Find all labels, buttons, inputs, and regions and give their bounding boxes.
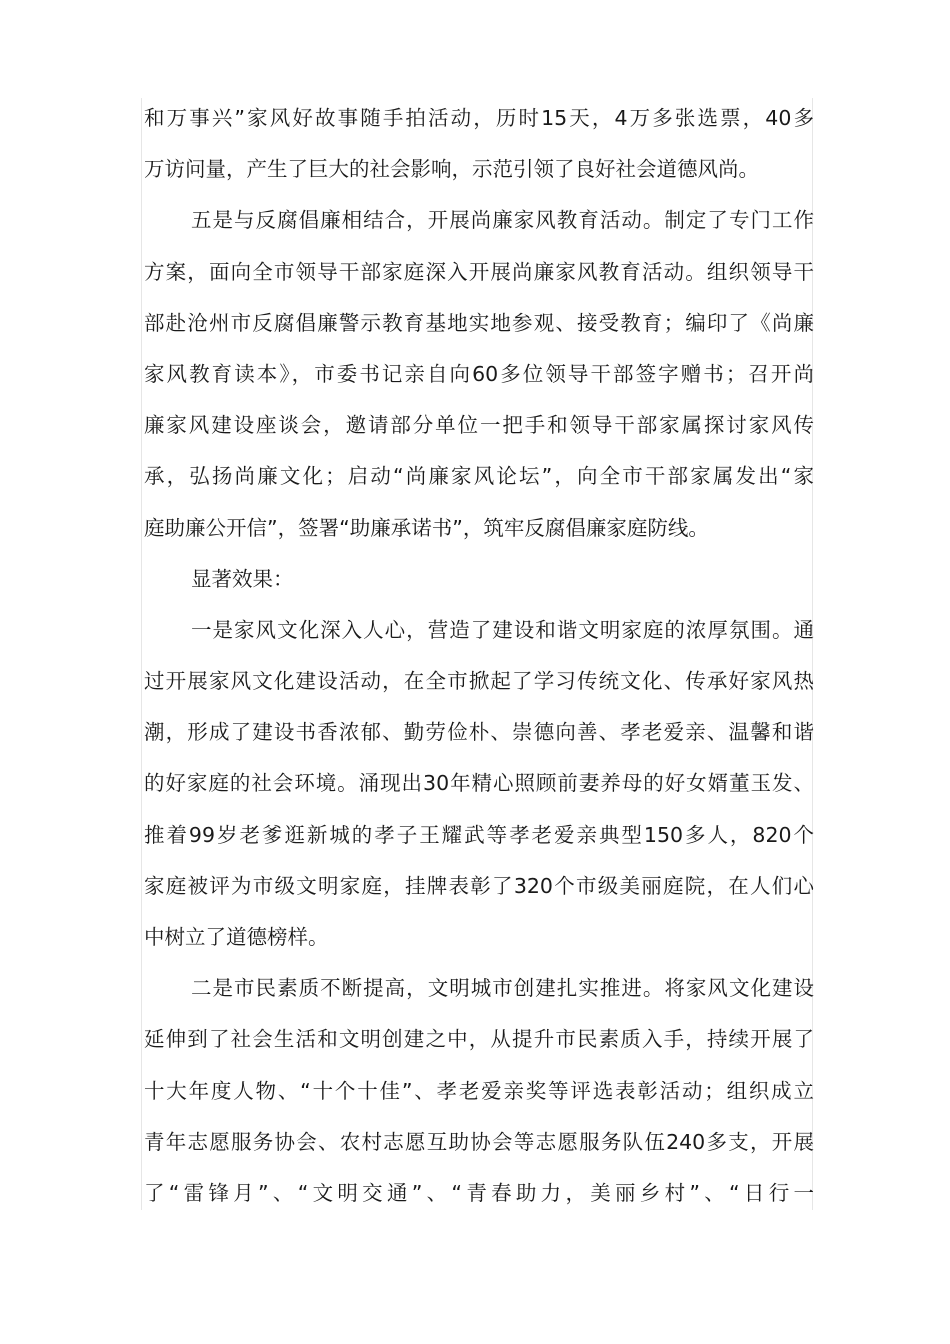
text-line: 五是与反腐倡廉相结合，开展尚廉家风教育活动。制定了专门工作 [191, 208, 814, 233]
text-line: 承，弘扬尚廉文化；启动“尚廉家风论坛”，向全市干部家属发出“家 [144, 464, 815, 489]
text-line: 青年志愿服务协会、农村志愿互助协会等志愿服务队伍240多支，开展 [144, 1129, 814, 1154]
text-line: 过开展家风文化建设活动，在全市掀起了学习传统文化、传承好家风热 [144, 669, 814, 694]
text-line: 廉家风建设座谈会，邀请部分单位一把手和领导干部家属探讨家风传 [144, 413, 814, 438]
text-line: 方案，面向全市领导干部家庭深入开展尚廉家风教育活动。组织领导干 [144, 259, 814, 284]
text-line: 中树立了道德榜样。 [144, 925, 329, 949]
text-line: 万访问量，产生了巨大的社会影响，示范引领了良好社会道德风尚。 [144, 157, 759, 182]
text-line: 了“雷锋月”、“文明交通”、“青春助力，美丽乡村”、“日行一 [144, 1180, 814, 1205]
text-line: 家风教育读本》，市委书记亲自向60多位领导干部签字赠书；召开尚 [144, 361, 814, 386]
body-text [144, 93, 814, 1219]
text-line: 和万事兴”家风好故事随手拍活动，历时15天，4万多张选票，40多 [144, 106, 814, 130]
text-line: 延伸到了社会生活和文明创建之中，从提升市民素质入手，持续开展了 [144, 1027, 814, 1052]
text-line: 十大年度人物、“十个十佳”、孝老爱亲奖等评选表彰活动；组织成立 [144, 1078, 814, 1103]
section-heading: 显著效果： [191, 566, 294, 591]
text-line: 推着99岁老爹逛新城的孝子王耀武等孝老爱亲典型150多人，820个 [144, 822, 814, 847]
text-line: 部赴沧州市反腐倡廉警示教育基地实地参观、接受教育；编印了《尚廉 [144, 310, 814, 335]
text-line: 家庭被评为市级文明家庭，挂牌表彰了320个市级美丽庭院，在人们心 [144, 873, 814, 898]
text-line: 二是市民素质不断提高，文明城市创建扎实推进。将家风文化建设 [191, 976, 814, 1001]
text-line: 庭助廉公开信”，签署“助廉承诺书”，筑牢反腐倡廉家庭防线。 [144, 515, 709, 540]
page-left-border [141, 98, 142, 1210]
text-line: 的好家庭的社会环境。涌现出30年精心照顾前妻养母的好女婿董玉发、 [144, 771, 814, 796]
text-line: 潮，形成了建设书香浓郁、勤劳俭朴、崇德向善、孝老爱亲、温馨和谐 [144, 720, 814, 745]
text-line: 一是家风文化深入人心，营造了建设和谐文明家庭的浓厚氛围。通 [191, 617, 814, 642]
